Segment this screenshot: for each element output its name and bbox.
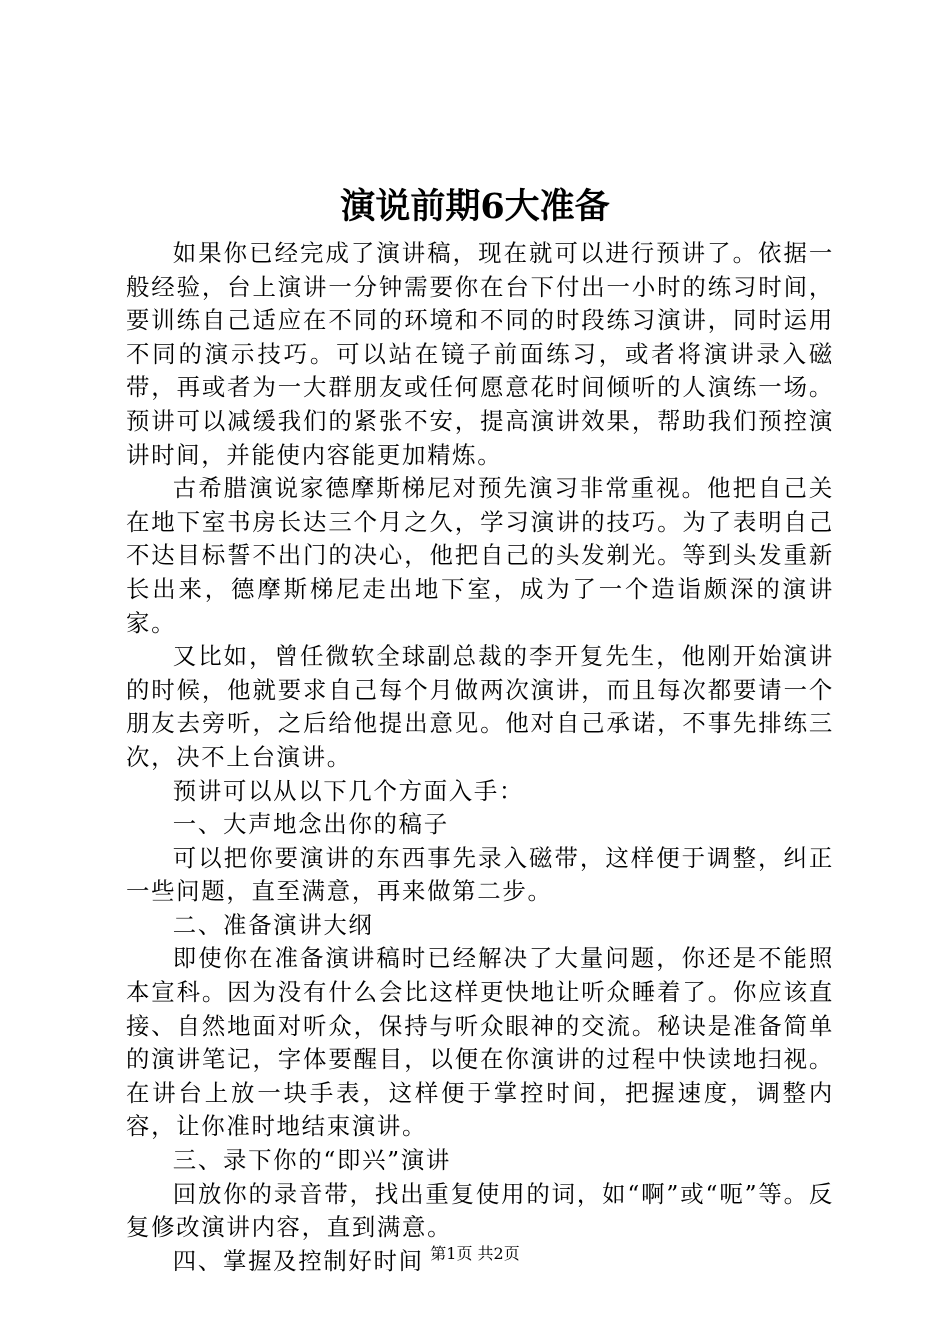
document-title: 演说前期6大准备 bbox=[340, 186, 610, 227]
section-heading: 三、录下你的“即兴”演讲 bbox=[172, 1146, 452, 1175]
section-heading: 一、大声地念出你的稿子 bbox=[172, 810, 449, 839]
paragraph: 又比如，曾任微软全球副总裁的李开复先生，他刚开始演讲的时候，他就要求自己每个月做两次演讲，而且每次都要请一个朋友去旁听，之后给他提出意见。他对自己承诺，不事先排练三次，决不上台演讲。 bbox=[126, 642, 834, 771]
paragraph: 可以把你要演讲的东西事先录入磁带，这样便于调整，纠正一些问题，直至满意，再来做第二步。 bbox=[126, 843, 834, 906]
paragraph: 回放你的录音带，找出重复使用的词，如“啊”或“呃”等。反复修改演讲内容，直到满意。 bbox=[126, 1179, 834, 1242]
paragraph: 即使你在准备演讲稿时已经解决了大量问题，你还是不能照本宣科。因为没有什么会比这样更快地让听众睡着了。你应该直接、自然地面对听众，保持与听众眼神的交流。秘诀是准备简单的演讲笔记，字体要醒目，以便在你演讲的过程中快读地扫视。在讲台上放一块手表，这样便于掌控时间，把握速度，调整内容，让你准时地结束演讲。 bbox=[126, 944, 834, 1141]
section-heading: 二、准备演讲大纲 bbox=[172, 910, 374, 939]
paragraph: 古希腊演说家德摩斯梯尼对预先演习非常重视。他把自己关在地下室书房长达三个月之久，学习演讲的技巧。为了表明自己不达目标誓不出门的决心，他把自己的头发剃光。等到头发重新长出来，德摩斯梯尼走出地下室，成为了一个造诣颇深的演讲家。 bbox=[126, 474, 834, 637]
paragraph: 预讲可以从以下几个方面入手： bbox=[172, 776, 525, 805]
paragraph: 如果你已经完成了演讲稿，现在就可以进行预讲了。依据一般经验，台上演讲一分钟需要你在台下付出一小时的练习时间，要训练自己适应在不同的环境和不同的时段练习演讲，同时运用不同的演示技巧。可以站在镜子前面练习，或者将演讲录入磁带，再或者为一大群朋友或任何愿意花时间倾听的人演练一场。预讲可以减缓我们的紧张不安，提高演讲效果，帮助我们预控演讲时间，并能使内容能更加精炼。 bbox=[126, 239, 834, 469]
section-heading: 四、掌握及控制好时间 bbox=[172, 1246, 424, 1275]
page-number-footer: 第1页 共2页 bbox=[430, 1244, 520, 1263]
document-body bbox=[126, 237, 834, 1278]
